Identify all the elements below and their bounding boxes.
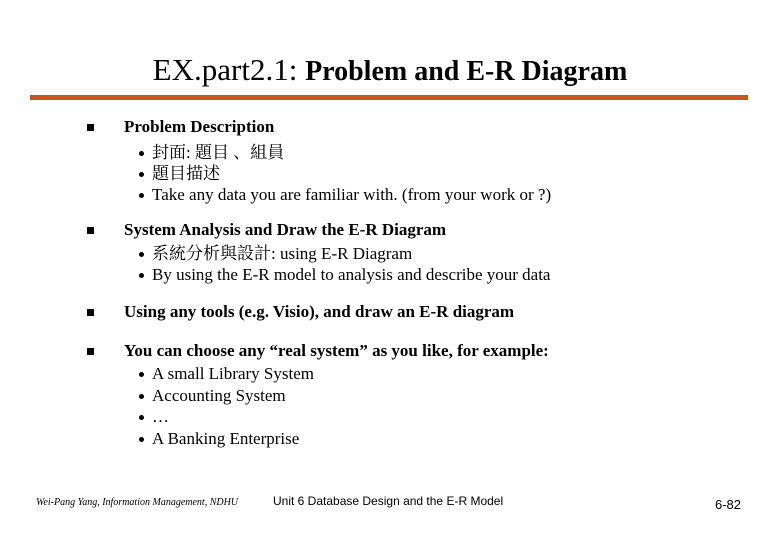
bullet-text: Problem Description: [124, 117, 275, 136]
dot-bullet-icon: [139, 372, 144, 377]
square-bullet-icon: [87, 124, 94, 131]
bullet-using-tools: [124, 301, 514, 323]
page-number: 6-82: [715, 497, 742, 512]
bullet-text: System Analysis and Draw the E-R Diagram: [124, 220, 447, 239]
sub-bullet-text: A Banking Enterprise: [152, 429, 300, 448]
slide-title-code: EX.part2.1:: [152, 52, 298, 87]
sub-bullet-text: A small Library System: [152, 364, 314, 383]
sub-bullet: [152, 163, 220, 185]
sub-bullet: [152, 142, 284, 164]
bullet-system-analysis: [124, 219, 446, 241]
square-bullet-icon: [87, 348, 94, 355]
sub-bullet-text: …: [152, 407, 169, 426]
sub-bullet-text: 題目描述: [152, 164, 220, 183]
sub-bullet: [152, 385, 286, 407]
dot-bullet-icon: [139, 437, 144, 442]
sub-bullet-text: 封面: 題目 、組員: [152, 143, 285, 162]
square-bullet-icon: [87, 227, 94, 234]
sub-bullet-text: 系統分析與設計: using E-R Diagram: [152, 244, 413, 263]
sub-bullet-text: Accounting System: [152, 386, 286, 405]
footer-author: Wei-Pang Yang, Information Management, NDHU: [36, 497, 239, 508]
bullet-problem-description: [124, 116, 274, 138]
sub-bullet-text: Take any data you are familiar with. (from your work or ?): [152, 185, 552, 204]
dot-bullet-icon: [139, 172, 144, 177]
bullet-text: You can choose any “real system” as you like, for example:: [124, 341, 549, 360]
dot-bullet-icon: [139, 252, 144, 257]
sub-bullet: [152, 184, 551, 206]
square-bullet-icon: [87, 309, 94, 316]
sub-bullet: [152, 363, 314, 385]
sub-bullet: [152, 243, 412, 265]
dot-bullet-icon: [139, 151, 144, 156]
bullet-text: Using any tools (e.g. Visio), and draw an E-R diagram: [124, 302, 515, 321]
dot-bullet-icon: [139, 415, 144, 420]
dot-bullet-icon: [139, 193, 144, 198]
sub-bullet: [152, 406, 169, 428]
sub-bullet: [152, 428, 299, 450]
dot-bullet-icon: [139, 394, 144, 399]
dot-bullet-icon: [139, 273, 144, 278]
sub-bullet-text: By using the E-R model to analysis and describe your data: [152, 265, 551, 284]
footer-unit: Unit 6 Database Design and the E-R Model: [273, 494, 504, 508]
sub-bullet: [152, 264, 550, 286]
bullet-choose-system: [124, 340, 549, 362]
slide-title-text: Problem and E-R Diagram: [305, 56, 628, 87]
